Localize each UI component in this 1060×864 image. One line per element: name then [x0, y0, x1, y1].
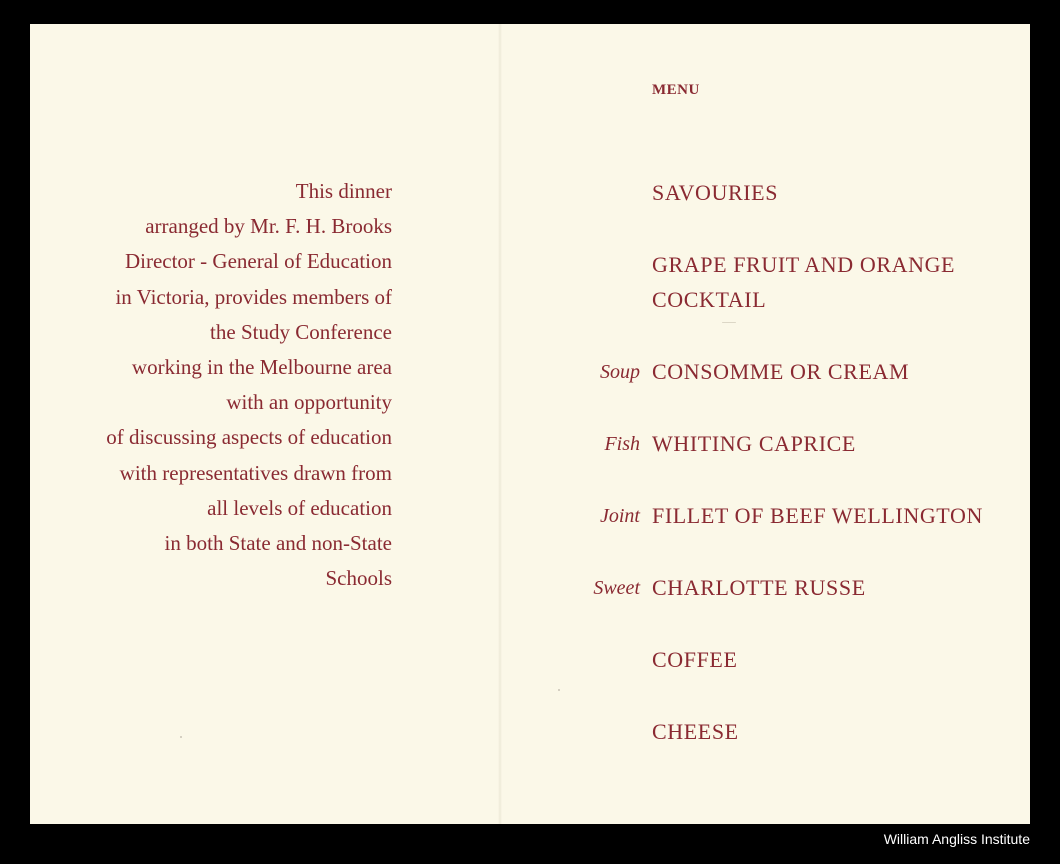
left-panel — [30, 24, 498, 824]
course-label: Sweet — [593, 577, 640, 599]
intro-line: with an opportunity — [226, 390, 392, 415]
intro-line: with representatives drawn from — [119, 460, 392, 485]
course-dish: WHITING CAPRICE — [652, 431, 856, 456]
intro-line: Schools — [325, 566, 392, 591]
course-dish: FILLET OF BEEF WELLINGTON — [652, 503, 983, 528]
intro-text — [32, 174, 392, 596]
course-fish — [502, 427, 1030, 497]
menu-card — [30, 24, 1030, 824]
intro-line: This dinner — [295, 179, 392, 203]
course-cheese — [502, 715, 1030, 785]
course-dish: COFFEE — [652, 647, 738, 672]
credit-watermark: William Angliss Institute — [883, 831, 1030, 847]
course-soup — [502, 355, 1030, 425]
course-cocktail-line2 — [502, 283, 1030, 353]
intro-line: all levels of education — [207, 495, 392, 520]
intro-line: arranged by Mr. F. H. Brooks — [145, 214, 392, 239]
paper-speck — [180, 736, 182, 738]
course-joint — [502, 499, 1030, 569]
right-panel — [502, 24, 1030, 824]
course-savouries — [502, 176, 1030, 246]
course-dish: CHEESE — [652, 719, 739, 744]
intro-line: of discussing aspects of education — [106, 425, 392, 450]
course-sweet — [502, 571, 1030, 641]
course-dish: GRAPE FRUIT AND ORANGE — [652, 252, 956, 277]
intro-line: in both State and non-State — [164, 531, 392, 556]
paper-mark — [722, 322, 736, 323]
intro-line: in Victoria, provides members of — [115, 284, 392, 309]
intro-line: the Study Conference — [210, 319, 392, 344]
course-dish: COCKTAIL — [652, 287, 767, 312]
course-dish: SAVOURIES — [652, 180, 779, 205]
course-label: Fish — [604, 433, 640, 455]
intro-line: Director - General of Education — [124, 249, 392, 274]
course-coffee — [502, 643, 1030, 713]
course-label: Joint — [600, 505, 640, 527]
course-dish: CONSOMME OR CREAM — [652, 359, 910, 384]
paper-speck — [558, 689, 560, 691]
course-label: Soup — [600, 361, 640, 383]
course-dish: CHARLOTTE RUSSE — [652, 575, 866, 600]
intro-line: working in the Melbourne area — [131, 355, 392, 380]
menu-heading: MENU — [652, 82, 700, 98]
